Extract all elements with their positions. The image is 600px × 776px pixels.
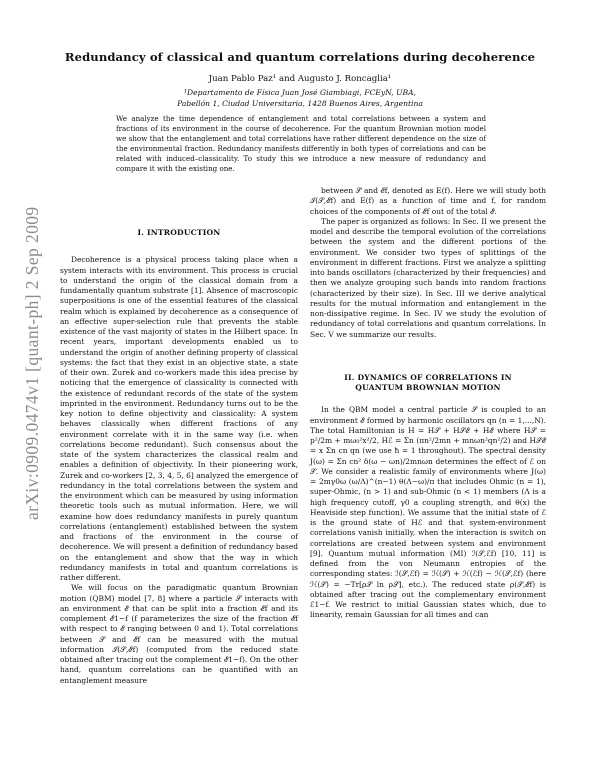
affiliation bbox=[60, 87, 540, 109]
affiliation-line-2: Pabellón 1, Ciudad Universitaria, 1428 Buenos Aires, Argentina bbox=[177, 99, 423, 108]
arxiv-stamp[interactable]: arXiv:0909.0474v1 [quant-ph] 2 Sep 2009 bbox=[22, 206, 42, 520]
intro-paragraph-4: The paper is organized as follows: In Sec. II we present the model and describe the temporal evolution of the correlations between the system and the different portions of the environment. We consider two types of splittings of the environment in different fractions. First we analyze a splitting into bands oscillators (characterized by their frequencies) and then we analyze grouping such bands into random fractions (characterized by their size). In Sec. III we derive analytical results for the mutual information and entanglement in the non-dissipative regime. In Sec. IV we study the evolution of redundancy of total correlations and quantum correlations. In Sec. V we summarize our results. bbox=[310, 216, 546, 339]
section-heading-dynamics-line-1: II. DYNAMICS OF CORRELATIONS IN bbox=[344, 372, 512, 382]
intro-paragraph-2: We will focus on the paradigmatic quantum Brownian motion (QBM) model [7, 8] where a particle 𝒮 interacts with an environment ℰ that can be split into a fraction ℰf and its complement ℰ1−f (f parameterizes the size of the fraction ℰf with respect to ℰ ranging between 0 and 1). Total correlations between 𝒮 and ℰf can be measured with the mutual information ℐ(𝒮,ℰf) (computed from the reduced state obtained after tracing out the complement ℰ1−f). On the other hand, quantum correlations can be quantified with an entanglement measure bbox=[60, 583, 298, 685]
intro-paragraph-1: Decoherence is a physical process taking place when a system interacts with its environment. This process is crucial to understand the origin of the classical domain from a fundamentally quantum substrate [1]. Absence of macroscopic superpositions is one of the essential features of the classical realm which is explained by decoherence as a consequence of an effective super-selection rule that prevents the stable existence of the vast majority of states in the Hilbert space. In recent years, important developments enabled us to understand the origin of another defining property of classical systems: the fact that they exist in an objective state, a state of their own. Zurek and co-workers made this idea precise by noticing that the emergence of classicality is connected with the existence of redundant records of the state of the system imprinted in the environment. Redundancy turns out to be the key notion to define objectivity and classicality: A system behaves classically when different fractions of any environment correlate with it in the same way (i.e. when correlations become redundant). Such consensus about the state of the system characterizes the classical realm and enables a definition of objectivity. In their pioneering work, Zurek and co-workers [2, 3, 4, 5, 6] analyzed the emergence of redundancy in the total correlations between the system and the environment which can be measured by using information theoretic tools such as mutual information. Here, we will examine how does redundancy manifests in purely quantum correlations (entanglement) established between the system and fractions of the environment in the course of decoherence. We will present a definition of redundancy based on the entanglement and show that the way in which redundancy manifests in total and quantum correlations is rather different. bbox=[60, 255, 298, 582]
section-heading-dynamics-line-2: QUANTUM BROWNIAN MOTION bbox=[355, 383, 501, 392]
section-heading-introduction: I. INTRODUCTION bbox=[137, 228, 221, 237]
dynamics-paragraph-1: In the QBM model a central particle 𝒮 is coupled to an environment ℰ formed by harmonic oscillators qn (n = 1,...,N). The total Hamiltonian is H = H𝒮 + H𝒮ℰ + Hℰ where H𝒮 = p²/2m + mω₀²x²/2, Hℰ = Σn (πn²/2mn + mnωn²qn²/2) and H𝒮ℰ = x Σn cn qn (we use ħ = 1 throughout). The spectral density J(ω) = Σn cn² δ(ω − ωn)/2mnωn determines the effect of ℰ on 𝒮. We consider a realistic family of environments where J(ω) = 2mγ0ω (ω/Λ)^(n−1) θ(Λ−ω)/π that includes Ohmic (n = 1), super-Ohmic, (n > 1) and sub-Ohmic (n < 1) members (Λ is a high frequency cutoff, γ0 a coupling strength, and θ(x) the Heaviside step function). We assume that the initial state of ℰ is the ground state of Hℰ and that system-environment correlations vanish initially, when the interaction is switch on correlations are created between system and environment [9]. Quantum mutual information (MI) ℐ(𝒮,ℰf) [10, 11] is defined from the von Neumann entropies of the corresponding states: ℐ(𝒮,ℰf) = ℋ(𝒮) + ℋ(ℰf) − ℋ(𝒮,ℰf) (here ℋ(𝒮) = −Tr[ρ𝒮 ln ρ𝒮], etc.). The reduced state ρ(𝒮,ℰf) is obtained after tracing out the complementary environment ℰ1−f. We restrict to initial Gaussian states which, due to linearity, remain Gaussian for all times and can bbox=[310, 405, 546, 620]
authors: Juan Pablo Paz¹ and Augusto J. Roncaglia¹ bbox=[208, 74, 392, 84]
affiliation-line-1: ¹Departamento de Física Juan José Giambiagi, FCEyN, UBA, bbox=[184, 88, 416, 97]
right-column bbox=[310, 186, 546, 621]
section-heading-dynamics bbox=[310, 373, 546, 394]
intro-paragraph-3: between 𝒮 and ℰf, denoted as E(f). Here we will study both ℐ(𝒮,ℰf) and E(f) as a function of time and f, for random choices of the components of ℰf out of the total ℰ. bbox=[310, 186, 546, 216]
paper-title: Redundancy of classical and quantum correlations during decoherence bbox=[64, 50, 536, 64]
left-column bbox=[60, 228, 298, 686]
abstract: We analyze the time dependence of entanglement and total correlations between a system and fractions of its environment in the course of decoherence. For the quantum Brownian motion model we show that the entanglement and total correlations have rather different dependence on the size of the environmental fraction. Redundancy manifests differently in both types of correlations and can be related with induced–classicality. To study this we introduce a new measure of redundancy and compare it with the existing one. bbox=[116, 114, 486, 174]
